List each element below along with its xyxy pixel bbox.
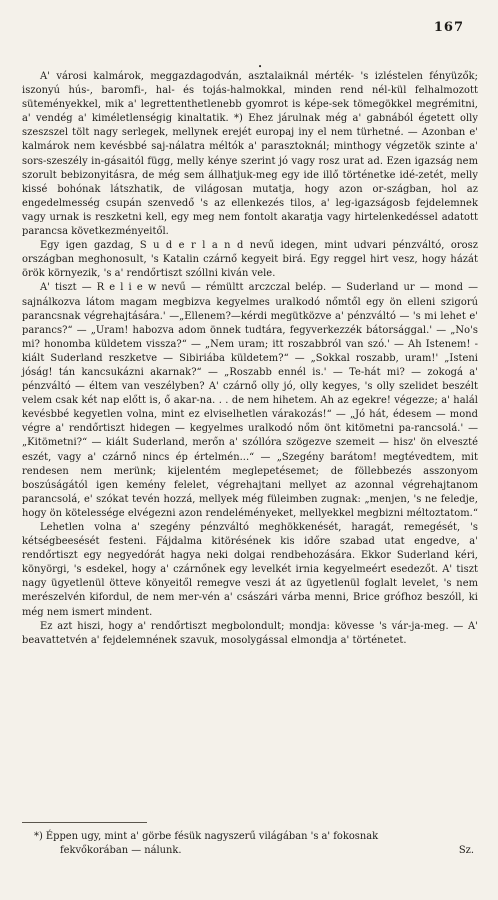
footnote-line-2 bbox=[22, 844, 474, 858]
main-text bbox=[22, 70, 478, 648]
footnote-divider bbox=[22, 822, 147, 823]
paragraph-1: A' városi kalmárok, meggazdagodván, asztalaiknál mérték- 's izléstelen fényüzők; iszonyú hús-, baromfi-, hal- és tojás-halmokkal, minden rend nél-kül felhalmozott süteményekkel, mik a' legrettenthetlenebb gyomrot is képe-sek tömegökkel megrémitni, a' vendég a' kiméletlenségig kinaltatik. *) Ehez járulnak még a' gabnából égetett olly szeszszel tölt nagy serlegek, mellynek erejét europaj iny el nem türhetné. — Azonban e' kalmárok nem kevésbbé saj-nálatra méltók a' parasztoknál; minthogy végzetök szinte a' sors-szeszély in-gásaitól függ, melly kénye szerint jó vagy rosz urat ad. Ezen igazság nem szorult bebizonyitásra, de még sem állhatjuk-meg egy ide illő történetke idé-zetét, melly kissé bohónak látszhatik, de világosan mutatja, hogy azon or-szágban, hol az engedelmesség csupán szenvedő 's az ellenkezés tilos, a' leg-igazságosb fejdelemnek vagy urnak is reszketni kell, egy meg nem fontolt akaratja vagy hirtelenkedéssel adatott parancsa következményeitől. bbox=[22, 71, 478, 238]
paragraph-2: Egy igen gazdag, S u d e r l a n d nevű idegen, mint udvari pénzváltó, orosz országban meghonosult, 's Katalin czárnő kegyeit birá. Egy reggel hirt vesz, hogy házát örök környezik, 's a' rendőrtiszt szóllni kiván vele. bbox=[22, 240, 478, 280]
footnote-line-2-text: fekvőkorában — nálunk. bbox=[60, 845, 182, 856]
footnote-signature: Sz. bbox=[458, 845, 474, 856]
footnote bbox=[22, 830, 474, 858]
paragraph-3: A' tiszt — R e l i e w nevű — rémültt arczczal belép. — Suderland ur — mond — sajnálkozva látom magam megbizva kegyelmes uralkodó nőmtől egy ön elleni szigorú parancsnak végrehajtására.' —„Ellenem?—kérdi megütközve a' pénzváltó — 's mi lehet e' parancs?“ — „Uram! habozva adom önnek tudtára, fegyverkezzék bátorsággal.' — „No's mi? honomba küldetem vissza?“ — „Nem uram; itt roszabbról van szó.' — Ah Istenem! - kiált Suderland reszketve — Sibiriába küldetem?“ — „Sokkal roszabb, uram!' „Isteni jóság! tán kancsukázni akarnak?“ — „Roszabb ennél is.' — Te-hát mi? — zokogá a' pénzváltó — éltem van veszélyben? A' czárnő olly jó, olly kegyes, 's olly szelidet beszélt velem csak két nap előtt is, ő akar-na. . . de nem hihetem. Ah az egekre! végezze; a' halál kevésbbé kegyetlen volna, mint ez elviselhetlen várakozás!“ — „Jó hát, édesem — mond végre a' rendőrtiszt hidegen — kegyelmes uralkodó nőm önt kitömetni pa-rancsolá.' — „Kitömetni?“ — kiált Suderland, merőn a' szóllóra szögezve szemeit — hisz' ön elveszté eszét, vagy a' czárnő nincs ép értelmén...“ — „Szegény barátom! megtévedtem, mit rendesen nem merünk; kijelentém meglepetésemet; de föllebbezés asszonyom boszúságától igen kemény felelet, végrehajtani mellyet az azonnal végrehajtanom parancsolá, e' szókat tevén hozzá, mellyek még füleimben zugnak: „menjen, 's ne feledje, hogy ön kötelessége elvégezni azon rendeléményeket, mellyekkel megbizni méltoztatom.“ bbox=[22, 282, 478, 519]
paragraph-5: Ez azt hiszi, hogy a' rendőrtiszt megbolondult; mondja: kövesse 's vár-ja-meg. — A' beavattetvén a' fejdelemnének szavuk, mosolygással elmondja a' történetet. bbox=[22, 620, 478, 646]
page-number: 167 bbox=[433, 20, 464, 35]
footnote-line-1: *) Éppen ugy, mint a' görbe fésük nagyszerű világában 's a' fokosnak bbox=[34, 831, 379, 842]
paragraph-4: Lehetlen volna a' szegény pénzváltó meghökkenését, haragát, remegését, 's kétségbeesését festeni. Fájdalma kitörésének kis időre szabad utat engedve, a' rendőrtiszt egy negyedórát hagya neki dolgai rendbehozására. Ekkor Suderland kéri, könyörgi, 's esdekel, hogy a' czárnőnek egy levelkét irnia kegyelmeért esedezőt. A' tiszt nagy ügyetlenül ötteve könyeitől remegve veszi át az ügyetlenül foglalt levelet, 's nem merészelvén kifordul, de nem mer-vén a' császári várba menni, Brice grófhoz beszóll, ki még nem ismert mindent. bbox=[22, 522, 478, 618]
ornament-dot: • bbox=[258, 63, 263, 71]
